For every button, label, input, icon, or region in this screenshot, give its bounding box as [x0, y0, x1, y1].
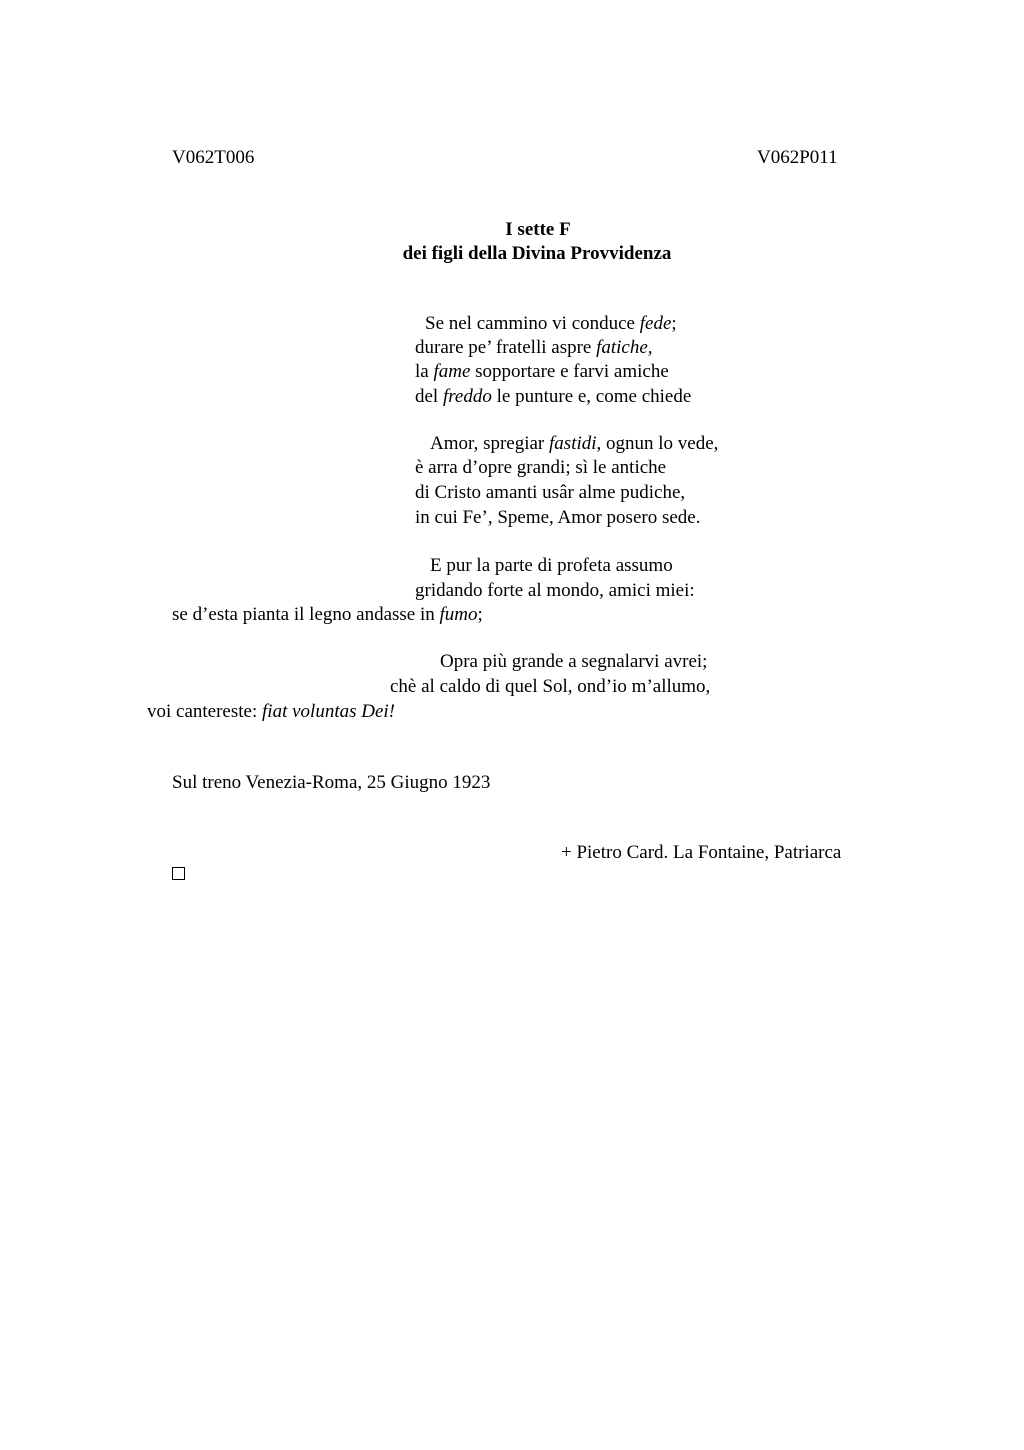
poem-italic-word: fame	[433, 361, 471, 382]
poem-line: gridando forte al mondo, amici miei:	[415, 580, 695, 601]
checkbox-square-icon	[172, 867, 185, 880]
poem-line	[147, 700, 395, 724]
place-and-date: Sul treno Venezia-Roma, 25 Giugno 1923	[172, 772, 491, 793]
poem-line: di Cristo amanti usâr alme pudiche,	[415, 482, 686, 503]
page-header-right-code: V062P011	[757, 147, 838, 168]
poem-text: Amor, spregiar	[430, 433, 550, 454]
poem-italic-word: fatiche,	[596, 337, 653, 358]
poem-text: del	[415, 386, 443, 407]
poem-italic-word: fede	[639, 313, 672, 334]
signature: + Pietro Card. La Fontaine, Patriarca	[561, 842, 842, 863]
title-line-2: dei figli della Divina Provvidenza	[402, 243, 672, 264]
poem-text: le punture e, come chiede	[491, 386, 692, 407]
poem-italic-word: fumo	[439, 604, 478, 625]
poem-line: è arra d’opre grandi; sì le antiche	[415, 457, 667, 478]
poem-line	[415, 336, 653, 360]
poem-text: voi cantereste:	[147, 701, 263, 722]
poem-line	[172, 603, 483, 627]
poem-line	[430, 432, 718, 456]
page-header-left-code: V062T006	[172, 147, 255, 168]
poem-line: Opra più grande a segnalarvi avrei;	[440, 651, 708, 672]
poem-text: , ognun lo vede,	[596, 433, 719, 454]
poem-line	[425, 312, 677, 336]
poem-text: se d’esta pianta il legno andasse in	[172, 604, 440, 625]
poem-text: la	[415, 361, 434, 382]
poem-line	[415, 385, 691, 409]
poem-line: in cui Fe’, Speme, Amor posero sede.	[415, 507, 701, 528]
poem-text: durare pe’ fratelli aspre	[415, 337, 597, 358]
poem-text: ;	[671, 313, 677, 334]
poem-line: E pur la parte di profeta assumo	[430, 555, 673, 576]
poem-line	[415, 360, 669, 384]
poem-italic-word: freddo	[442, 386, 492, 407]
poem-text: Se nel cammino vi conduce	[425, 313, 640, 334]
poem-text: ;	[477, 604, 483, 625]
poem-italic-word: fiat voluntas Dei!	[262, 701, 395, 722]
poem-text: sopportare e farvi amiche	[470, 361, 669, 382]
poem-italic-word: fastidi	[549, 433, 597, 454]
poem-line: chè al caldo di quel Sol, ond’io m’allumo,	[390, 676, 711, 697]
title-line-1: I sette F	[505, 219, 571, 240]
